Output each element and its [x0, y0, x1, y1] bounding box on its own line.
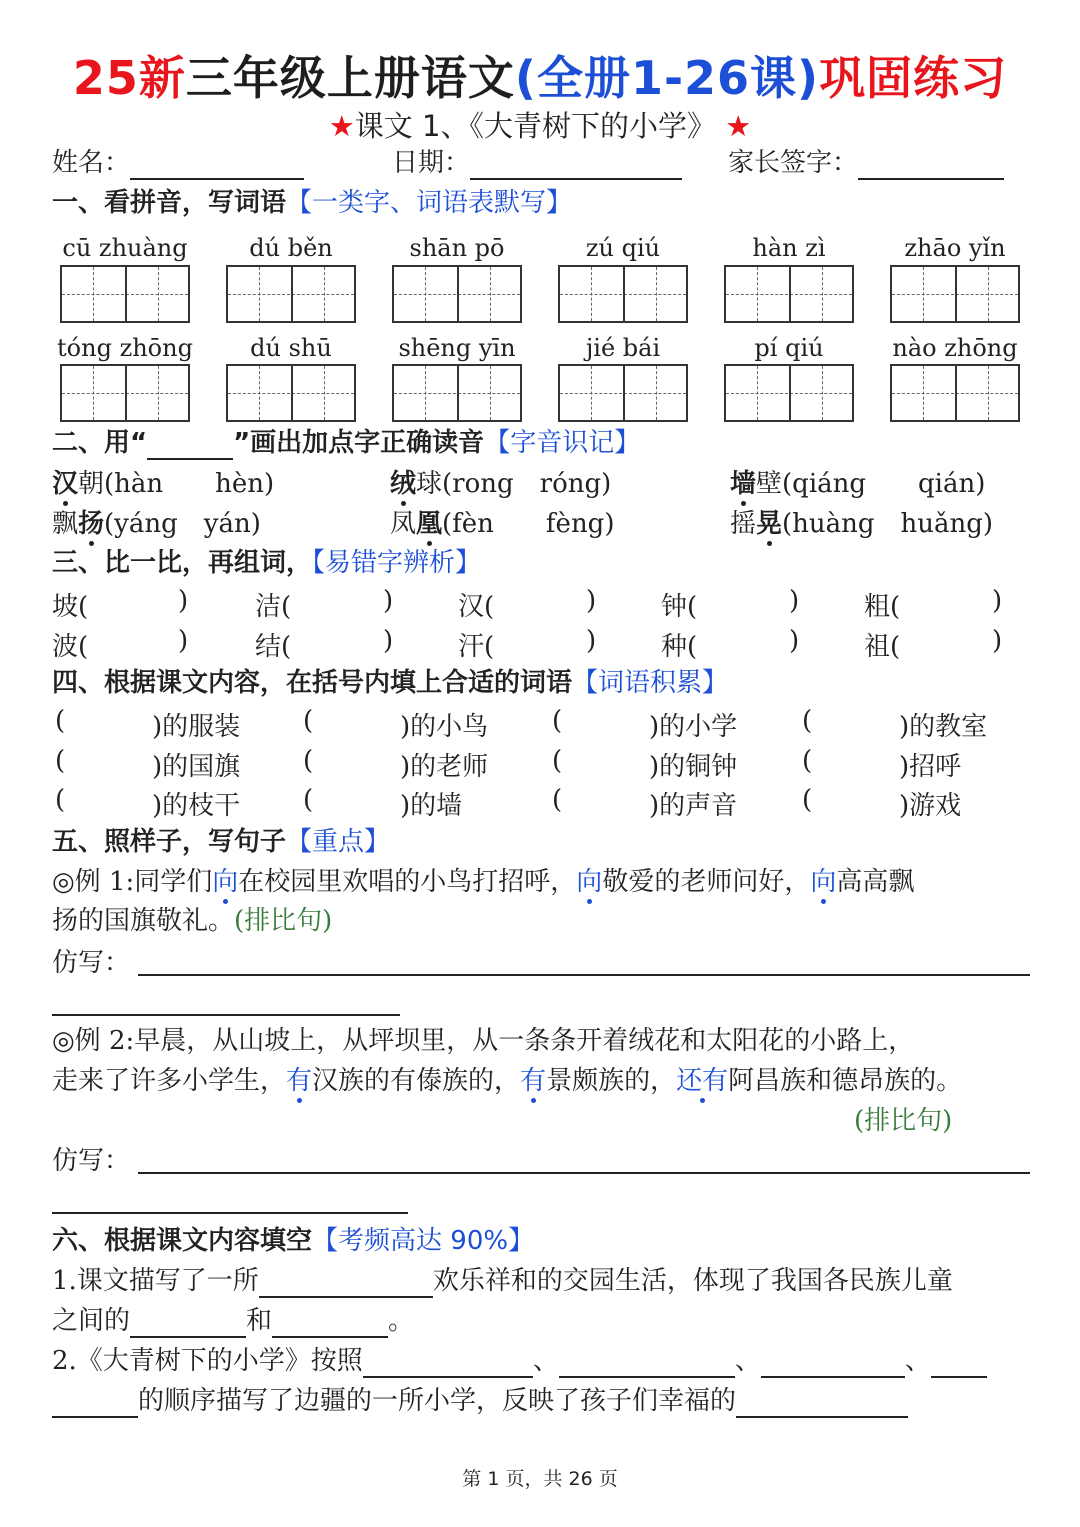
key-word: 还有 [676, 1066, 729, 1096]
q-text: 之间的 [52, 1306, 131, 1336]
writing-grid[interactable] [724, 364, 854, 422]
key-word: 向 [576, 867, 603, 897]
char-prompt: 坡( [52, 592, 89, 622]
paren-open: ( [303, 706, 314, 736]
section-2-tag: 【字音识记】 [484, 428, 641, 458]
section-3-tag: 【易错字辨析】 [312, 548, 482, 578]
paren-open: ( [802, 706, 813, 736]
paren-close: ) [383, 626, 394, 656]
ex-text: 扬的国旗敬礼。 [52, 906, 235, 936]
writing-grid[interactable] [558, 265, 688, 323]
dotted-char: 晃 [756, 509, 783, 539]
char-prompt: 结( [255, 632, 292, 662]
section-5-title [52, 825, 390, 859]
date-label: 日期： [392, 148, 471, 178]
pinyin-label: zú qiú [585, 234, 661, 262]
char-prompt: 洁( [255, 592, 292, 622]
paren-close: ) [789, 586, 800, 616]
question-1-line-1 [52, 1264, 953, 1298]
paren-open: ( [55, 706, 66, 736]
char-prompt: 波( [52, 632, 89, 662]
pinyin-options: (huàng huǎng) [782, 509, 994, 539]
dotted-char: 凰 [416, 509, 443, 539]
char-prompt: 钟( [661, 592, 698, 622]
page-title [0, 42, 1080, 108]
fill-phrase: )的小学 [649, 712, 738, 742]
ex-text: 敬爱的老师问好， [602, 867, 811, 897]
imitate-label: 仿写： [52, 1146, 131, 1176]
q-text: 2.《大青树下的小学》按照 [52, 1346, 363, 1376]
writing-grid[interactable] [226, 364, 356, 422]
question-2-line-2 [52, 1384, 908, 1418]
blank[interactable] [259, 1270, 433, 1298]
ex-text: 走来了许多小学生， [52, 1066, 287, 1096]
section-1-tag: 【一类字、词语表默写】 [286, 188, 573, 218]
ex-text: ◎例 1:同学们 [52, 867, 213, 897]
section-5-tag: 【重点】 [286, 827, 391, 857]
pinyin-label: dú shū [250, 334, 332, 362]
date-row [392, 146, 682, 180]
reading-item[interactable] [390, 467, 611, 501]
fill-phrase: )的服装 [152, 712, 241, 742]
dotted-char: 汉 [52, 469, 79, 499]
q-text: 欢乐祥和的交园生活，体现了我国各民族儿童 [432, 1266, 953, 1296]
ex-text: 在校园里欢唱的小鸟打招呼， [238, 867, 577, 897]
parent-sign-label: 家长签字： [728, 148, 859, 178]
paren-close: ) [178, 586, 189, 616]
q-text: 和 [246, 1306, 273, 1336]
example-2-line-2 [52, 1064, 962, 1098]
separator: 、 [904, 1346, 931, 1376]
pinyin-label: zhāo yǐn [904, 234, 1006, 262]
writing-grid[interactable] [392, 364, 522, 422]
writing-grid[interactable] [724, 265, 854, 323]
word-rest: 壁 [756, 469, 783, 499]
imitate-row-2 [52, 1144, 130, 1178]
key-word: 有 [520, 1066, 547, 1096]
separator: 、 [532, 1346, 559, 1376]
paren-close: ) [586, 626, 597, 656]
dotted-char: 扬 [78, 509, 105, 539]
paren-close: ) [383, 586, 394, 616]
pinyin-options: (qiáng qián) [782, 469, 986, 499]
answer-line[interactable] [52, 1014, 400, 1016]
pinyin-label: shān pō [409, 234, 505, 262]
section-2-title [52, 426, 640, 460]
key-word: 向 [212, 867, 239, 897]
pinyin-label: tóng zhōng [57, 334, 193, 362]
q-text: 的顺序描写了边疆的一所小学，反映了孩子们幸福的 [138, 1386, 737, 1416]
sentence-type: (排比句) [234, 906, 333, 936]
fill-phrase: )的枝干 [152, 791, 241, 821]
page-footer: 第 1 页，共 26 页 [462, 1468, 618, 1490]
ex-text: 景颇族的， [546, 1066, 677, 1096]
pinyin-label: nào zhōng [892, 334, 1018, 362]
writing-grid[interactable] [60, 364, 190, 422]
dotted-char: 绒 [390, 469, 417, 499]
blank[interactable] [761, 1350, 905, 1378]
section-3-title [52, 546, 481, 580]
separator: 、 [734, 1346, 761, 1376]
fill-phrase: )的小鸟 [400, 712, 489, 742]
underline-sample [147, 434, 233, 460]
section-6-title [52, 1224, 534, 1258]
section-2-heading-a: 二、用“ [52, 428, 148, 458]
pinyin-label: shēng yīn [398, 334, 516, 362]
reading-item[interactable] [52, 467, 274, 501]
name-row [52, 146, 304, 180]
fill-phrase: )的声音 [649, 791, 738, 821]
ex-text: 阿昌族和德昂族的。 [728, 1066, 963, 1096]
pinyin-options: (fèn fèng) [442, 509, 615, 539]
reading-item[interactable] [730, 507, 993, 541]
blank[interactable] [559, 1350, 735, 1378]
question-2-line-1 [52, 1344, 987, 1378]
blank[interactable] [931, 1350, 987, 1378]
subtitle-text: 课文 1、《大青树下的小学》 [354, 109, 716, 143]
name-field[interactable] [130, 152, 304, 180]
title-range: (全册1-26课) [514, 51, 820, 105]
char-prompt: 粗( [864, 592, 901, 622]
q-text: 1.课文描写了一所 [52, 1266, 259, 1296]
reading-item[interactable] [730, 467, 985, 501]
writing-grid[interactable] [60, 265, 190, 323]
example-1-line-1 [52, 865, 914, 899]
fill-phrase: )的老师 [400, 752, 489, 782]
key-word: 有 [286, 1066, 313, 1096]
fill-phrase: )的教室 [899, 712, 988, 742]
answer-line[interactable] [52, 1212, 408, 1214]
title-end: 巩固练习 [819, 51, 1008, 105]
pinyin-label: dú běn [249, 234, 333, 262]
title-main: 三年级上册语文 [185, 51, 515, 105]
section-5-heading: 五、照样子，写句子 [52, 827, 287, 857]
section-4-title [52, 666, 728, 700]
paren-close: ) [992, 586, 1003, 616]
fill-phrase: )招呼 [899, 752, 962, 782]
paren-open: ( [303, 785, 314, 815]
lesson-subtitle [0, 104, 1080, 145]
ex-text: 高高飘 [836, 867, 915, 897]
paren-open: ( [552, 706, 563, 736]
answer-line[interactable] [138, 974, 1030, 976]
fill-phrase: )的墙 [400, 791, 463, 821]
section-6-tag: 【考频高达 90%】 [312, 1226, 535, 1256]
word-rest: 摇 [730, 509, 757, 539]
paren-open: ( [303, 746, 314, 776]
blank[interactable] [736, 1390, 908, 1418]
blank[interactable] [272, 1310, 388, 1338]
paren-open: ( [552, 785, 563, 815]
blank[interactable] [52, 1390, 138, 1418]
writing-grid[interactable] [392, 265, 522, 323]
fill-phrase: )的铜钟 [649, 752, 738, 782]
paren-open: ( [802, 746, 813, 776]
dotted-char: 墙 [730, 469, 757, 499]
pinyin-options: (rong róng) [442, 469, 612, 499]
star-icon: ★ [725, 109, 752, 143]
writing-grid[interactable] [890, 364, 1020, 422]
char-prompt: 汗( [458, 632, 495, 662]
name-label: 姓名： [52, 148, 131, 178]
char-prompt: 祖( [864, 632, 901, 662]
blank[interactable] [363, 1350, 533, 1378]
writing-grid[interactable] [226, 265, 356, 323]
pinyin-label: jié bái [585, 334, 661, 362]
date-field[interactable] [470, 152, 682, 180]
paren-open: ( [552, 746, 563, 776]
section-4-heading: 四、根据课文内容，在括号内填上合适的词语 [52, 668, 573, 698]
char-prompt: 种( [661, 632, 698, 662]
example-1-line-2 [52, 904, 332, 938]
paren-close: ) [586, 586, 597, 616]
pinyin-options: (yáng yán) [104, 509, 261, 539]
sentence-type: (排比句) [854, 1106, 953, 1136]
paren-close: ) [789, 626, 800, 656]
example-2-line-1: ◎例 2:早晨，从山坡上，从坪坝里，从一条条开着绒花和太阳花的小路上， [52, 1026, 915, 1056]
pinyin-label: pí qiú [754, 334, 824, 362]
pinyin-options: (hàn hèn) [104, 469, 275, 499]
question-1-line-2 [52, 1304, 414, 1338]
parent-sign-field[interactable] [858, 152, 1004, 180]
fill-phrase: )游戏 [899, 791, 962, 821]
key-word: 向 [810, 867, 837, 897]
reading-item[interactable] [52, 507, 261, 541]
section-1-title [52, 186, 572, 220]
ex-text: 汉族的有傣族的， [312, 1066, 521, 1096]
q-text: 。 [388, 1306, 415, 1336]
star-icon: ★ [328, 109, 355, 143]
paren-close: ) [178, 626, 189, 656]
pinyin-label: cū zhuàng [62, 234, 188, 262]
imitate-label: 仿写： [52, 948, 131, 978]
section-2-heading-b: ”画出加点字正确读音 [233, 428, 485, 458]
paren-open: ( [802, 785, 813, 815]
word-rest: 飘 [52, 509, 79, 539]
fill-phrase: )的国旗 [152, 752, 241, 782]
answer-line[interactable] [138, 1172, 1030, 1174]
writing-grid[interactable] [890, 265, 1020, 323]
section-3-heading: 三、比一比，再组词， [52, 548, 313, 578]
imitate-row-1 [52, 946, 130, 980]
section-1-heading: 一、看拼音，写词语 [52, 188, 287, 218]
title-number: 25新 [72, 51, 186, 105]
char-prompt: 汉( [458, 592, 495, 622]
reading-item[interactable] [390, 507, 614, 541]
paren-close: ) [992, 626, 1003, 656]
word-rest: 球 [416, 469, 443, 499]
word-rest: 朝 [78, 469, 105, 499]
writing-grid[interactable] [558, 364, 688, 422]
section-4-tag: 【词语积累】 [572, 668, 729, 698]
parent-sign-row [728, 146, 1004, 180]
word-rest: 凤 [390, 509, 417, 539]
section-6-heading: 六、根据课文内容填空 [52, 1226, 313, 1256]
blank[interactable] [130, 1310, 246, 1338]
pinyin-label: hàn zì [752, 234, 826, 262]
paren-open: ( [55, 746, 66, 776]
paren-open: ( [55, 785, 66, 815]
